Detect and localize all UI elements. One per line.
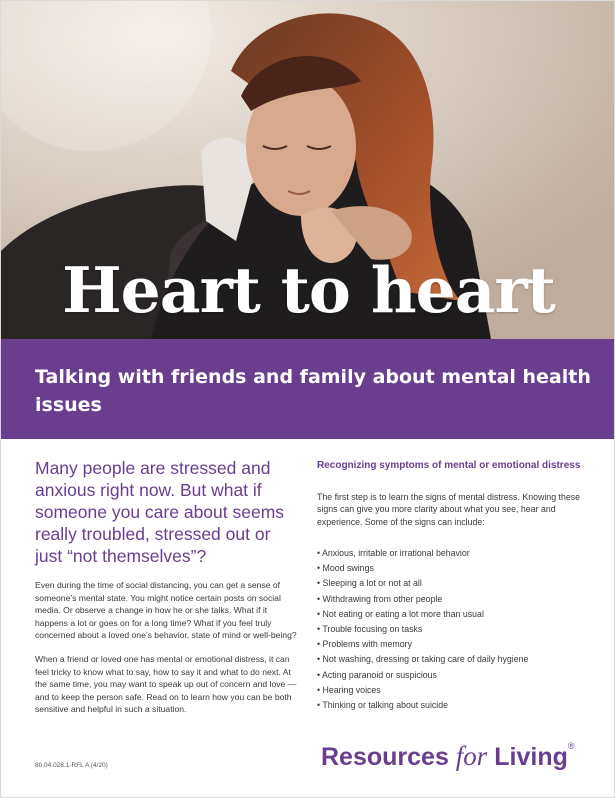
list-item: • Problems with memory xyxy=(317,639,412,650)
brand-logo xyxy=(321,741,591,775)
section-heading: Recognizing symptoms of mental or emotional distress xyxy=(317,460,581,471)
symptom-list xyxy=(317,546,587,713)
list-item: • Hearing voices xyxy=(317,684,381,695)
body-paragraph-1: Even during the time of social distancing, you can get a sense of someone’s mental state. You might notice certain posts on social media. Or observe a change in how he or she talks. What if it happens a lot or goes on for a long time? What if you feel truly concerned about a loved one’s behavior, state of mind or well-being? xyxy=(35,580,297,641)
hero-photo xyxy=(1,1,615,339)
list-item: • Thinking or talking about suicide xyxy=(317,700,449,711)
document-code: 80.04.028.1-RFL A (4/20) xyxy=(35,762,108,769)
logo-text-living: Living xyxy=(487,743,568,771)
registered-mark: ® xyxy=(567,741,575,751)
logo-text-resources: Resources xyxy=(321,743,456,771)
list-item: • Not eating or eating a lot more than usual xyxy=(317,608,484,619)
list-item: • Mood swings xyxy=(317,563,374,574)
list-item: • Not washing, dressing or taking care of daily hygiene xyxy=(317,654,529,665)
list-item: • Sleeping a lot or not at all xyxy=(317,578,422,589)
body-paragraph-2: When a friend or loved one has mental or emotional distress, it can feel tricky to know what to say, how to say it and what to do next. At the same time, you may want to speak up out of concern and love — and to keep the person safe. Read on to learn how you can be both sensitive and helpful in such a situation. xyxy=(35,654,297,715)
list-item: • Trouble focusing on tasks xyxy=(317,624,423,635)
list-item: • Anxious, irritable or irrational behavior xyxy=(317,548,470,558)
section-intro: The first step is to learn the signs of mental distress. Knowing these signs can give you more clarity about what you see, hear and experience. Some of the signs can include: xyxy=(317,492,581,527)
page-title: Heart to heart xyxy=(62,253,555,327)
logo-text-for: for xyxy=(455,741,488,771)
page-subtitle: Talking with friends and family about mental health issues xyxy=(35,366,591,416)
lead-paragraph: Many people are stressed and anxious right now. But what if someone you care about seems really troubled, stressed out or just “not themselves”? xyxy=(35,458,285,566)
list-item: • Acting paranoid or suspicious xyxy=(317,669,437,680)
list-item: • Withdrawing from other people xyxy=(317,593,443,604)
